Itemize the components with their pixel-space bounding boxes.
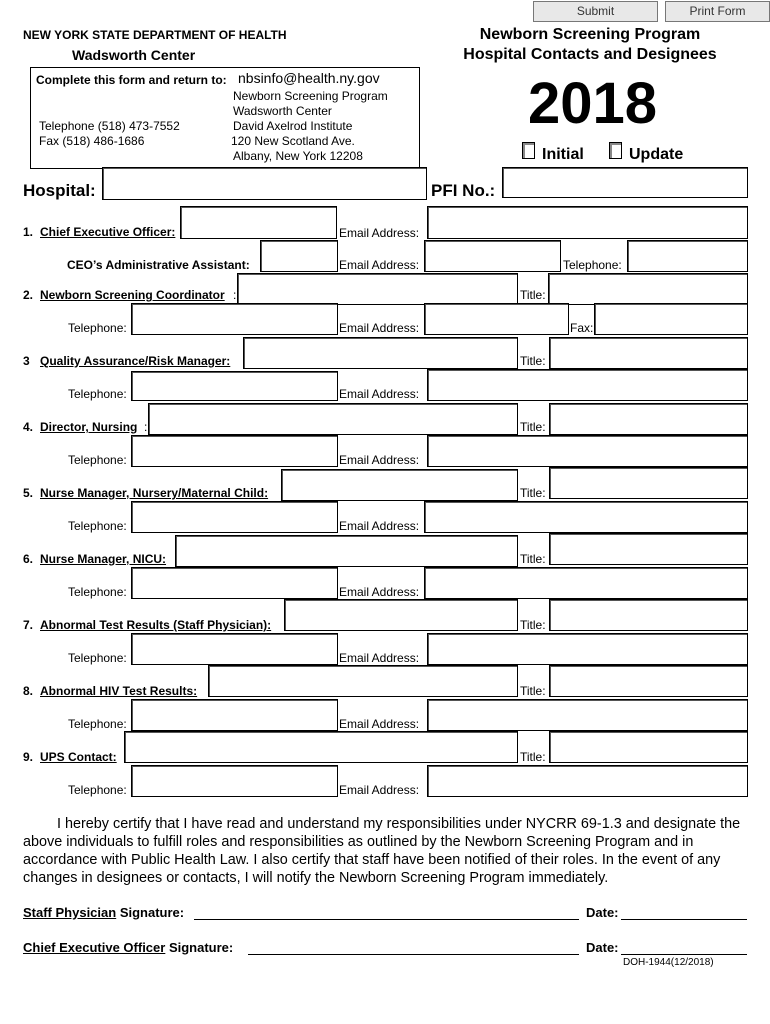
nursing-director-telephone-input[interactable]: [131, 435, 338, 467]
return-telephone: Telephone (518) 473-7552: [39, 119, 180, 133]
hospital-input[interactable]: [102, 167, 427, 200]
row-number: 5.: [23, 486, 34, 500]
telephone-label: Telephone:: [68, 387, 127, 401]
row-number: 6.: [23, 552, 34, 566]
title-label: Title:: [520, 750, 546, 764]
hiv-contact-title-input[interactable]: [549, 665, 748, 697]
date-label: Date:: [586, 940, 619, 955]
ceo-signature-line[interactable]: [248, 954, 579, 955]
nursing-director-name-input[interactable]: [148, 403, 518, 435]
row-number: 2.: [23, 288, 34, 302]
qa-email-input[interactable]: [427, 369, 748, 401]
title-label: Title:: [520, 486, 546, 500]
nursery-manager-telephone-input[interactable]: [131, 501, 338, 533]
email-label: Email Address:: [339, 651, 420, 665]
hiv-contact-telephone-input[interactable]: [131, 699, 338, 731]
ups-contact-title-input[interactable]: [549, 731, 748, 763]
email-label: Email Address:: [339, 321, 420, 335]
address-line: Albany, New York 12208: [233, 149, 363, 163]
role-label: Quality Assurance/Risk Manager:: [40, 354, 231, 368]
assistant-name-input[interactable]: [260, 240, 338, 272]
email-label: Email Address:: [339, 258, 420, 272]
nursery-manager-email-input[interactable]: [424, 501, 748, 533]
staff-physician-date-line[interactable]: [621, 919, 747, 920]
qa-name-input[interactable]: [243, 337, 518, 369]
telephone-label: Telephone:: [68, 321, 127, 335]
ceo-date-line[interactable]: [621, 954, 747, 955]
coordinator-email-input[interactable]: [424, 303, 569, 335]
role-label: Abnormal Test Results (Staff Physician):: [40, 618, 272, 632]
telephone-label: Telephone:: [68, 717, 127, 731]
role-label: Chief Executive Officer:: [40, 225, 176, 239]
staff-physician-telephone-input[interactable]: [131, 633, 338, 665]
title-label: Title:: [520, 684, 546, 698]
return-email[interactable]: nbsinfo@health.ny.gov: [238, 70, 380, 86]
role-label: Director, Nursing: [40, 420, 138, 434]
role-label: CEO’s Administrative Assistant:: [67, 258, 250, 272]
return-fax: Fax (518) 486-1686: [39, 134, 145, 148]
pfi-label: PFI No.:: [431, 181, 496, 200]
coordinator-name-input[interactable]: [237, 273, 518, 305]
update-checkbox[interactable]: [609, 142, 622, 159]
email-label: Email Address:: [339, 387, 420, 401]
form-year: 2018: [528, 71, 658, 136]
ceo-signature-label: Chief Executive Officer Signature:: [23, 940, 234, 955]
date-label: Date:: [586, 905, 619, 920]
nicu-manager-title-input[interactable]: [549, 533, 748, 565]
staff-physician-email-input[interactable]: [427, 633, 748, 665]
update-label: Update: [629, 146, 684, 163]
nursery-manager-title-input[interactable]: [549, 467, 748, 499]
form-id: DOH-1944(12/2018): [623, 957, 714, 968]
telephone-label: Telephone:: [563, 258, 622, 272]
assistant-email-input[interactable]: [424, 240, 561, 272]
email-label: Email Address:: [339, 717, 420, 731]
row-number: 4.: [23, 420, 34, 434]
telephone-label: Telephone:: [68, 453, 127, 467]
center-name: Wadsworth Center: [72, 47, 196, 63]
email-label: Email Address:: [339, 226, 420, 240]
hiv-contact-name-input[interactable]: [208, 665, 518, 697]
nicu-manager-telephone-input[interactable]: [131, 567, 338, 599]
coordinator-telephone-input[interactable]: [131, 303, 338, 335]
submit-button[interactable]: Submit: [533, 1, 658, 22]
return-instruction: Complete this form and return to:: [36, 73, 227, 87]
row-number: 8.: [23, 684, 34, 698]
address-line: Wadsworth Center: [233, 104, 332, 118]
coordinator-title-input[interactable]: [548, 273, 748, 305]
pfi-input[interactable]: [502, 167, 748, 198]
qa-title-input[interactable]: [549, 337, 748, 369]
title-label: Title:: [520, 618, 546, 632]
email-label: Email Address:: [339, 453, 420, 467]
title-label: Title:: [520, 354, 546, 368]
nicu-manager-email-input[interactable]: [424, 567, 748, 599]
telephone-label: Telephone:: [68, 651, 127, 665]
certification-text: I hereby certify that I have read and understand my responsibilities under NYCRR 69-1.3 and designate the above individuals to fulfill roles and responsibilities as outlined by the Newborn Screening Program and in accordance with Public Health Law. I also certify that staff have been notified of their roles. In the event of any changes in designees or contacts, I will notify the Newborn Screening Program immediately.: [23, 816, 741, 886]
telephone-label: Telephone:: [68, 783, 127, 797]
nicu-manager-name-input[interactable]: [175, 535, 518, 567]
title-label: Title:: [520, 552, 546, 566]
return-address-box: [30, 67, 420, 169]
ceo-email-input[interactable]: [427, 206, 748, 239]
ups-contact-name-input[interactable]: [124, 731, 518, 763]
nursing-director-email-input[interactable]: [427, 435, 748, 467]
staff-physician-title-input[interactable]: [549, 599, 748, 631]
form-title: Hospital Contacts and Designees: [463, 46, 717, 63]
email-label: Email Address:: [339, 519, 420, 533]
role-label: Nurse Manager, Nursery/Maternal Child:: [40, 486, 269, 500]
title-label: Title:: [520, 420, 546, 434]
fax-label: Fax:: [570, 321, 594, 335]
address-line: 120 New Scotland Ave.: [231, 134, 355, 148]
role-label: UPS Contact:: [40, 750, 117, 764]
ceo-name-input[interactable]: [180, 206, 337, 239]
role-label: Nurse Manager, NICU:: [40, 552, 167, 566]
row-number: 7.: [23, 618, 34, 632]
hiv-contact-email-input[interactable]: [427, 699, 748, 731]
initial-label: Initial: [542, 146, 584, 163]
colon: :: [233, 288, 237, 302]
nursery-manager-name-input[interactable]: [281, 469, 518, 501]
ups-contact-telephone-input[interactable]: [131, 765, 338, 797]
hospital-label: Hospital:: [23, 181, 96, 200]
qa-telephone-input[interactable]: [131, 371, 338, 401]
role-label: Abnormal HIV Test Results:: [40, 684, 198, 698]
ups-contact-email-input[interactable]: [427, 765, 748, 797]
staff-physician-signature-line[interactable]: [194, 919, 579, 920]
staff-physician-name-input[interactable]: [284, 599, 518, 631]
print-form-button[interactable]: Print Form: [665, 1, 770, 22]
colon: :: [144, 420, 148, 434]
email-label: Email Address:: [339, 585, 420, 599]
telephone-label: Telephone:: [68, 519, 127, 533]
row-number: 1.: [23, 225, 34, 239]
email-label: Email Address:: [339, 783, 420, 797]
role-label: Newborn Screening Coordinator: [40, 288, 225, 302]
initial-checkbox[interactable]: [522, 142, 535, 159]
address-line: Newborn Screening Program: [233, 89, 388, 103]
title-label: Title:: [520, 288, 546, 302]
row-number: 3: [23, 354, 30, 368]
row-number: 9.: [23, 750, 34, 764]
assistant-telephone-input[interactable]: [627, 240, 748, 272]
program-name: Newborn Screening Program: [479, 26, 701, 43]
coordinator-fax-input[interactable]: [594, 303, 748, 335]
address-line: David Axelrod Institute: [233, 119, 353, 133]
telephone-label: Telephone:: [68, 585, 127, 599]
staff-physician-signature-label: Staff Physician Signature:: [23, 905, 185, 920]
nursing-director-title-input[interactable]: [549, 403, 748, 435]
agency-name: NEW YORK STATE DEPARTMENT OF HEALTH: [23, 28, 287, 42]
